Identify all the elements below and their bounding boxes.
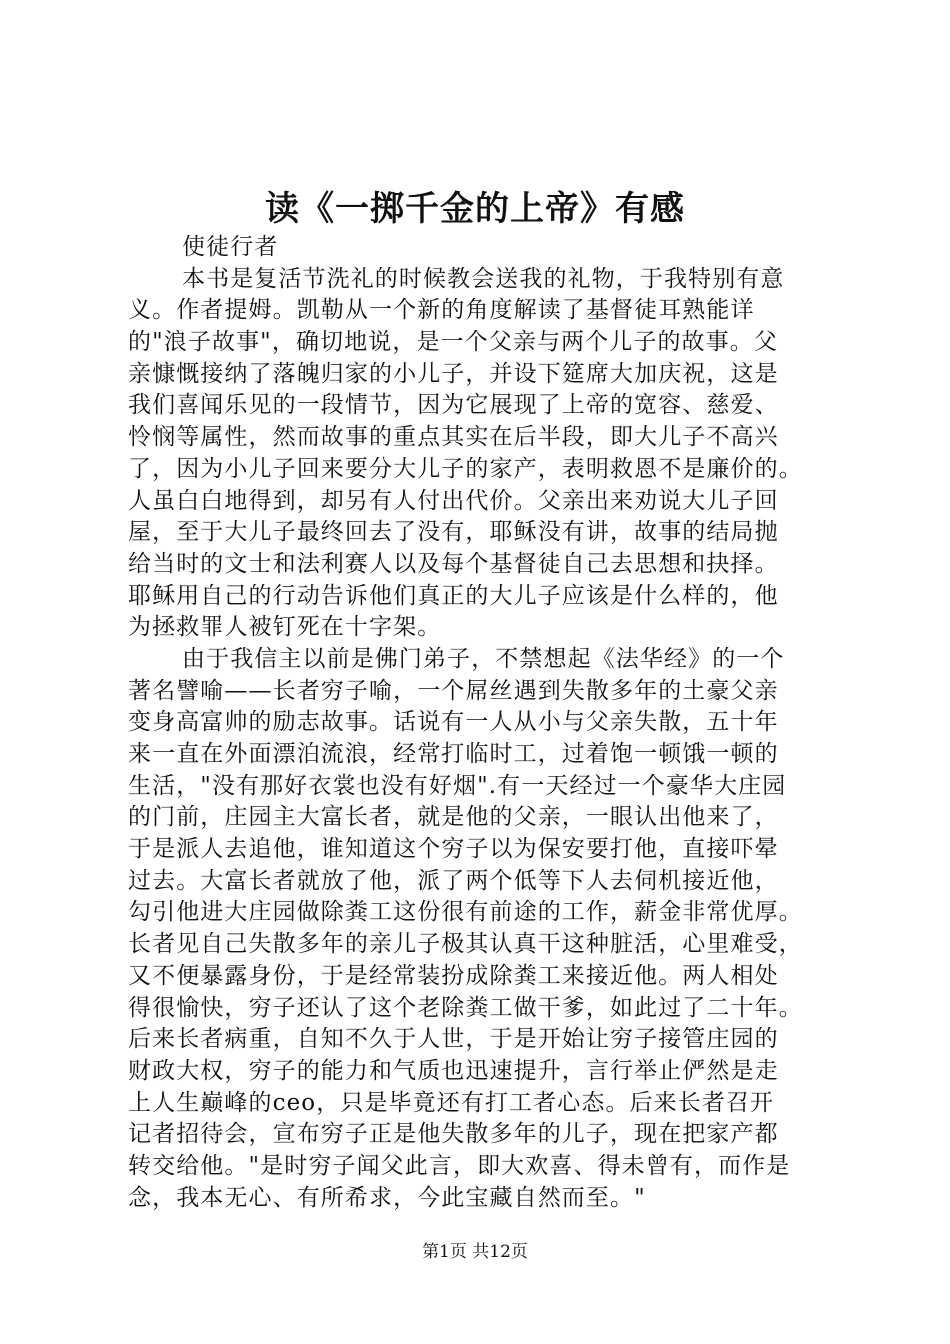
- paragraph-1-line: 屋，至于大儿子最终回去了没有，耶稣没有讲，故事的结局抛: [128, 519, 779, 546]
- paragraph-1-line: 义。作者提姆。凯勒从一个新的角度解读了基督徒耳熟能详: [128, 297, 755, 324]
- paragraph-1-line: 人虽白白地得到，却另有人付出代价。父亲出来劝说大儿子回: [128, 487, 779, 514]
- document-body: [128, 232, 840, 1214]
- paragraph-2-line: 记者招待会，宣布穷子正是他失散多年的儿子，现在把家产都: [128, 1121, 779, 1148]
- paragraph-2-line: 又不便暴露身份，于是经常装扮成除粪工来接近他。两人相处: [128, 962, 779, 989]
- paragraph-2-line: 长者见自己失散多年的亲儿子极其认真干这种脏活，心里难受，: [128, 931, 803, 958]
- paragraph-2-line: 来一直在外面漂泊流浪，经常打临时工，过着饱一顿饿一顿的: [128, 741, 779, 767]
- paragraph-2-line: 的门前，庄园主大富长者，就是他的父亲，一眼认出他来了，: [128, 804, 779, 831]
- author-line: 使徒行者: [182, 234, 279, 260]
- paragraph-2-line: 生活，"没有那好衣裳也没有好烟".有一天经过一个豪华大庄园: [128, 772, 787, 799]
- page-number: 第1页 共12页: [422, 1242, 528, 1262]
- paragraph-2-line: 著名譬喻——长者穷子喻，一个屌丝遇到失散多年的土豪父亲: [128, 677, 779, 704]
- paragraph-1-line: 怜悯等属性，然而故事的重点其实在后半段，即大儿子不高兴: [128, 424, 779, 451]
- paragraph-2-line: 由于我信主以前是佛门弟子，不禁想起《法华经》的一个: [182, 645, 785, 672]
- document-title: 读《一掷千金的上帝》有感: [265, 189, 685, 229]
- paragraph-1-line: 耶稣用自己的行动告诉他们真正的大儿子应该是什么样的，他: [128, 582, 779, 609]
- paragraph-2-line: 转交给他。"是时穷子闻父此言，即大欢喜、得未曾有，而作是: [128, 1152, 791, 1179]
- paragraph-1-line: 亲慷慨接纳了落魄归家的小儿子，并设下筵席大加庆祝，这是: [128, 360, 779, 387]
- paragraph-2-line: 上人生巅峰的ceo，只是毕竟还有打工者心态。后来长者召开: [128, 1089, 775, 1116]
- paragraph-1-line: 的"浪子故事"，确切地说，是一个父亲与两个儿子的故事。父: [128, 329, 778, 356]
- paragraph-1-line: 本书是复活节洗礼的时候教会送我的礼物，于我特别有意: [182, 265, 785, 292]
- paragraph-2-line: 过去。大富长者就放了他，派了两个低等下人去伺机接近他，: [128, 867, 779, 894]
- paragraph-2-line: 得很愉快，穷子还认了这个老除粪工做干爹，如此过了二十年。: [128, 994, 803, 1021]
- paragraph-2-line: 勾引他进大庄园做除粪工这份很有前途的工作，薪金非常优厚。: [128, 899, 803, 926]
- paragraph-1-line: 为拯救罪人被钉死在十字架。: [128, 614, 442, 641]
- paragraph-2-line: 于是派人去追他，谁知道这个穷子以为保安要打他，直接吓晕: [128, 836, 779, 863]
- paragraph-1-line: 给当时的文士和法利赛人以及每个基督徒自己去思想和抉择。: [128, 550, 779, 577]
- paragraph-2-line: 变身高富帅的励志故事。话说有一人从小与父亲失散，五十年: [128, 709, 779, 736]
- paragraph-1-line: 了，因为小儿子回来要分大儿子的家产，表明救恩不是廉价的。: [128, 455, 803, 482]
- paragraph-2-line: 后来长者病重，自知不久于人世，于是开始让穷子接管庄园的: [128, 1026, 779, 1053]
- paragraph-2-line: 念，我本无心、有所希求，今此宝藏自然而至。": [128, 1184, 646, 1211]
- paragraph-1-line: 我们喜闻乐见的一段情节，因为它展现了上帝的宽容、慈爱、: [128, 392, 779, 419]
- paragraph-2-line: 财政大权，穷子的能力和气质也迅速提升，言行举止俨然是走: [128, 1057, 779, 1084]
